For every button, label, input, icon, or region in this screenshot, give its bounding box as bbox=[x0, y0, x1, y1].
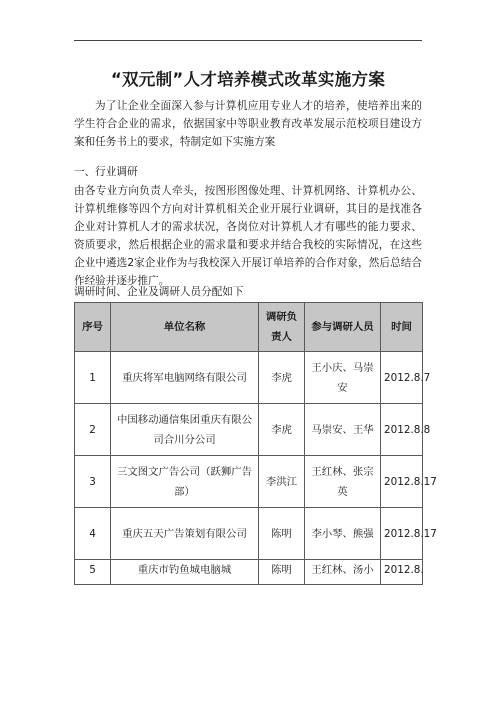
survey-table bbox=[74, 302, 437, 585]
table-caption: 调研时间、企业及调研人员分配如下 bbox=[74, 286, 244, 298]
cell-lead: 陈明 bbox=[259, 508, 305, 560]
cell-company: 三文图文广告公司（跃狮广告部） bbox=[111, 456, 259, 508]
cell-index: 1 bbox=[75, 352, 111, 404]
cell-date: 2012.8.17 bbox=[381, 508, 423, 560]
cell-company: 重庆市钓鱼城电脑城 bbox=[111, 560, 259, 585]
intro-paragraph: 为了让企业全面深入参与计算机应用专业人才的培养，使培养出来的学生符合企业的需求，依据国家中等职业教育改革发展示范校项目建设方案和任务书上的要求，特制定如下实施方案 bbox=[74, 100, 422, 148]
cell-company: 重庆五天广告策划有限公司 bbox=[111, 508, 259, 560]
cell-lead: 陈明 bbox=[259, 560, 305, 585]
cell-date: 2012.8. bbox=[381, 560, 423, 585]
section-heading: 一、行业调研 bbox=[74, 166, 138, 178]
header-company: 单位名称 bbox=[111, 303, 259, 352]
header-rule bbox=[74, 40, 422, 41]
cell-members: 王红林、张宗英 bbox=[305, 456, 381, 508]
cell-index: 5 bbox=[75, 560, 111, 585]
cell-company: 中国移动通信集团重庆有限公司合川分公司 bbox=[111, 404, 259, 456]
cell-lead: 李洪江 bbox=[259, 456, 305, 508]
cell-date: 2012.8.17 bbox=[381, 456, 423, 508]
cell-members: 王小庆、马崇安 bbox=[305, 352, 381, 404]
cell-index: 4 bbox=[75, 508, 111, 560]
header-members: 参与调研人员 bbox=[305, 303, 381, 352]
document-title: “双元制”人才培养模式改革实施方案 bbox=[110, 70, 386, 89]
cell-index: 3 bbox=[75, 456, 111, 508]
header-index: 序号 bbox=[75, 303, 111, 352]
cell-company: 重庆将军电脑网络有限公司 bbox=[111, 352, 259, 404]
header-date: 时间 bbox=[381, 303, 423, 352]
cell-members: 马崇安、王华 bbox=[305, 404, 381, 456]
section-body: 由各专业方向负责人牵头，按图形图像处理、计算机网络、计算机办公、计算机维修等四个方向对计算机相关企业开展行业调研，其目的是找准各企业对计算机人才的需求状况，各岗位对计算机人才有哪些的能力要求、资质要求，然后根据企业的需求量和要求并结合我校的实际情况，在这些企业中遴选2家企业作为与我校深入开展订单培养的合作对象，然后总结合作经验并逐步推广。 bbox=[74, 185, 422, 287]
cell-date: 2012.8.8 bbox=[381, 404, 423, 456]
table-row bbox=[75, 352, 423, 404]
table-row bbox=[75, 404, 423, 456]
table-header-row bbox=[75, 303, 423, 352]
cell-date: 2012.8.7 bbox=[381, 352, 423, 404]
header-lead: 调研负责人 bbox=[259, 303, 305, 352]
cell-index: 2 bbox=[75, 404, 111, 456]
table-row bbox=[75, 456, 423, 508]
table-row bbox=[75, 508, 423, 560]
cell-lead: 李虎 bbox=[259, 352, 305, 404]
cell-lead: 李虎 bbox=[259, 404, 305, 456]
table-row bbox=[75, 560, 423, 585]
cell-members: 王红林、汤小 bbox=[305, 560, 381, 585]
cell-members: 李小琴、熊强 bbox=[305, 508, 381, 560]
